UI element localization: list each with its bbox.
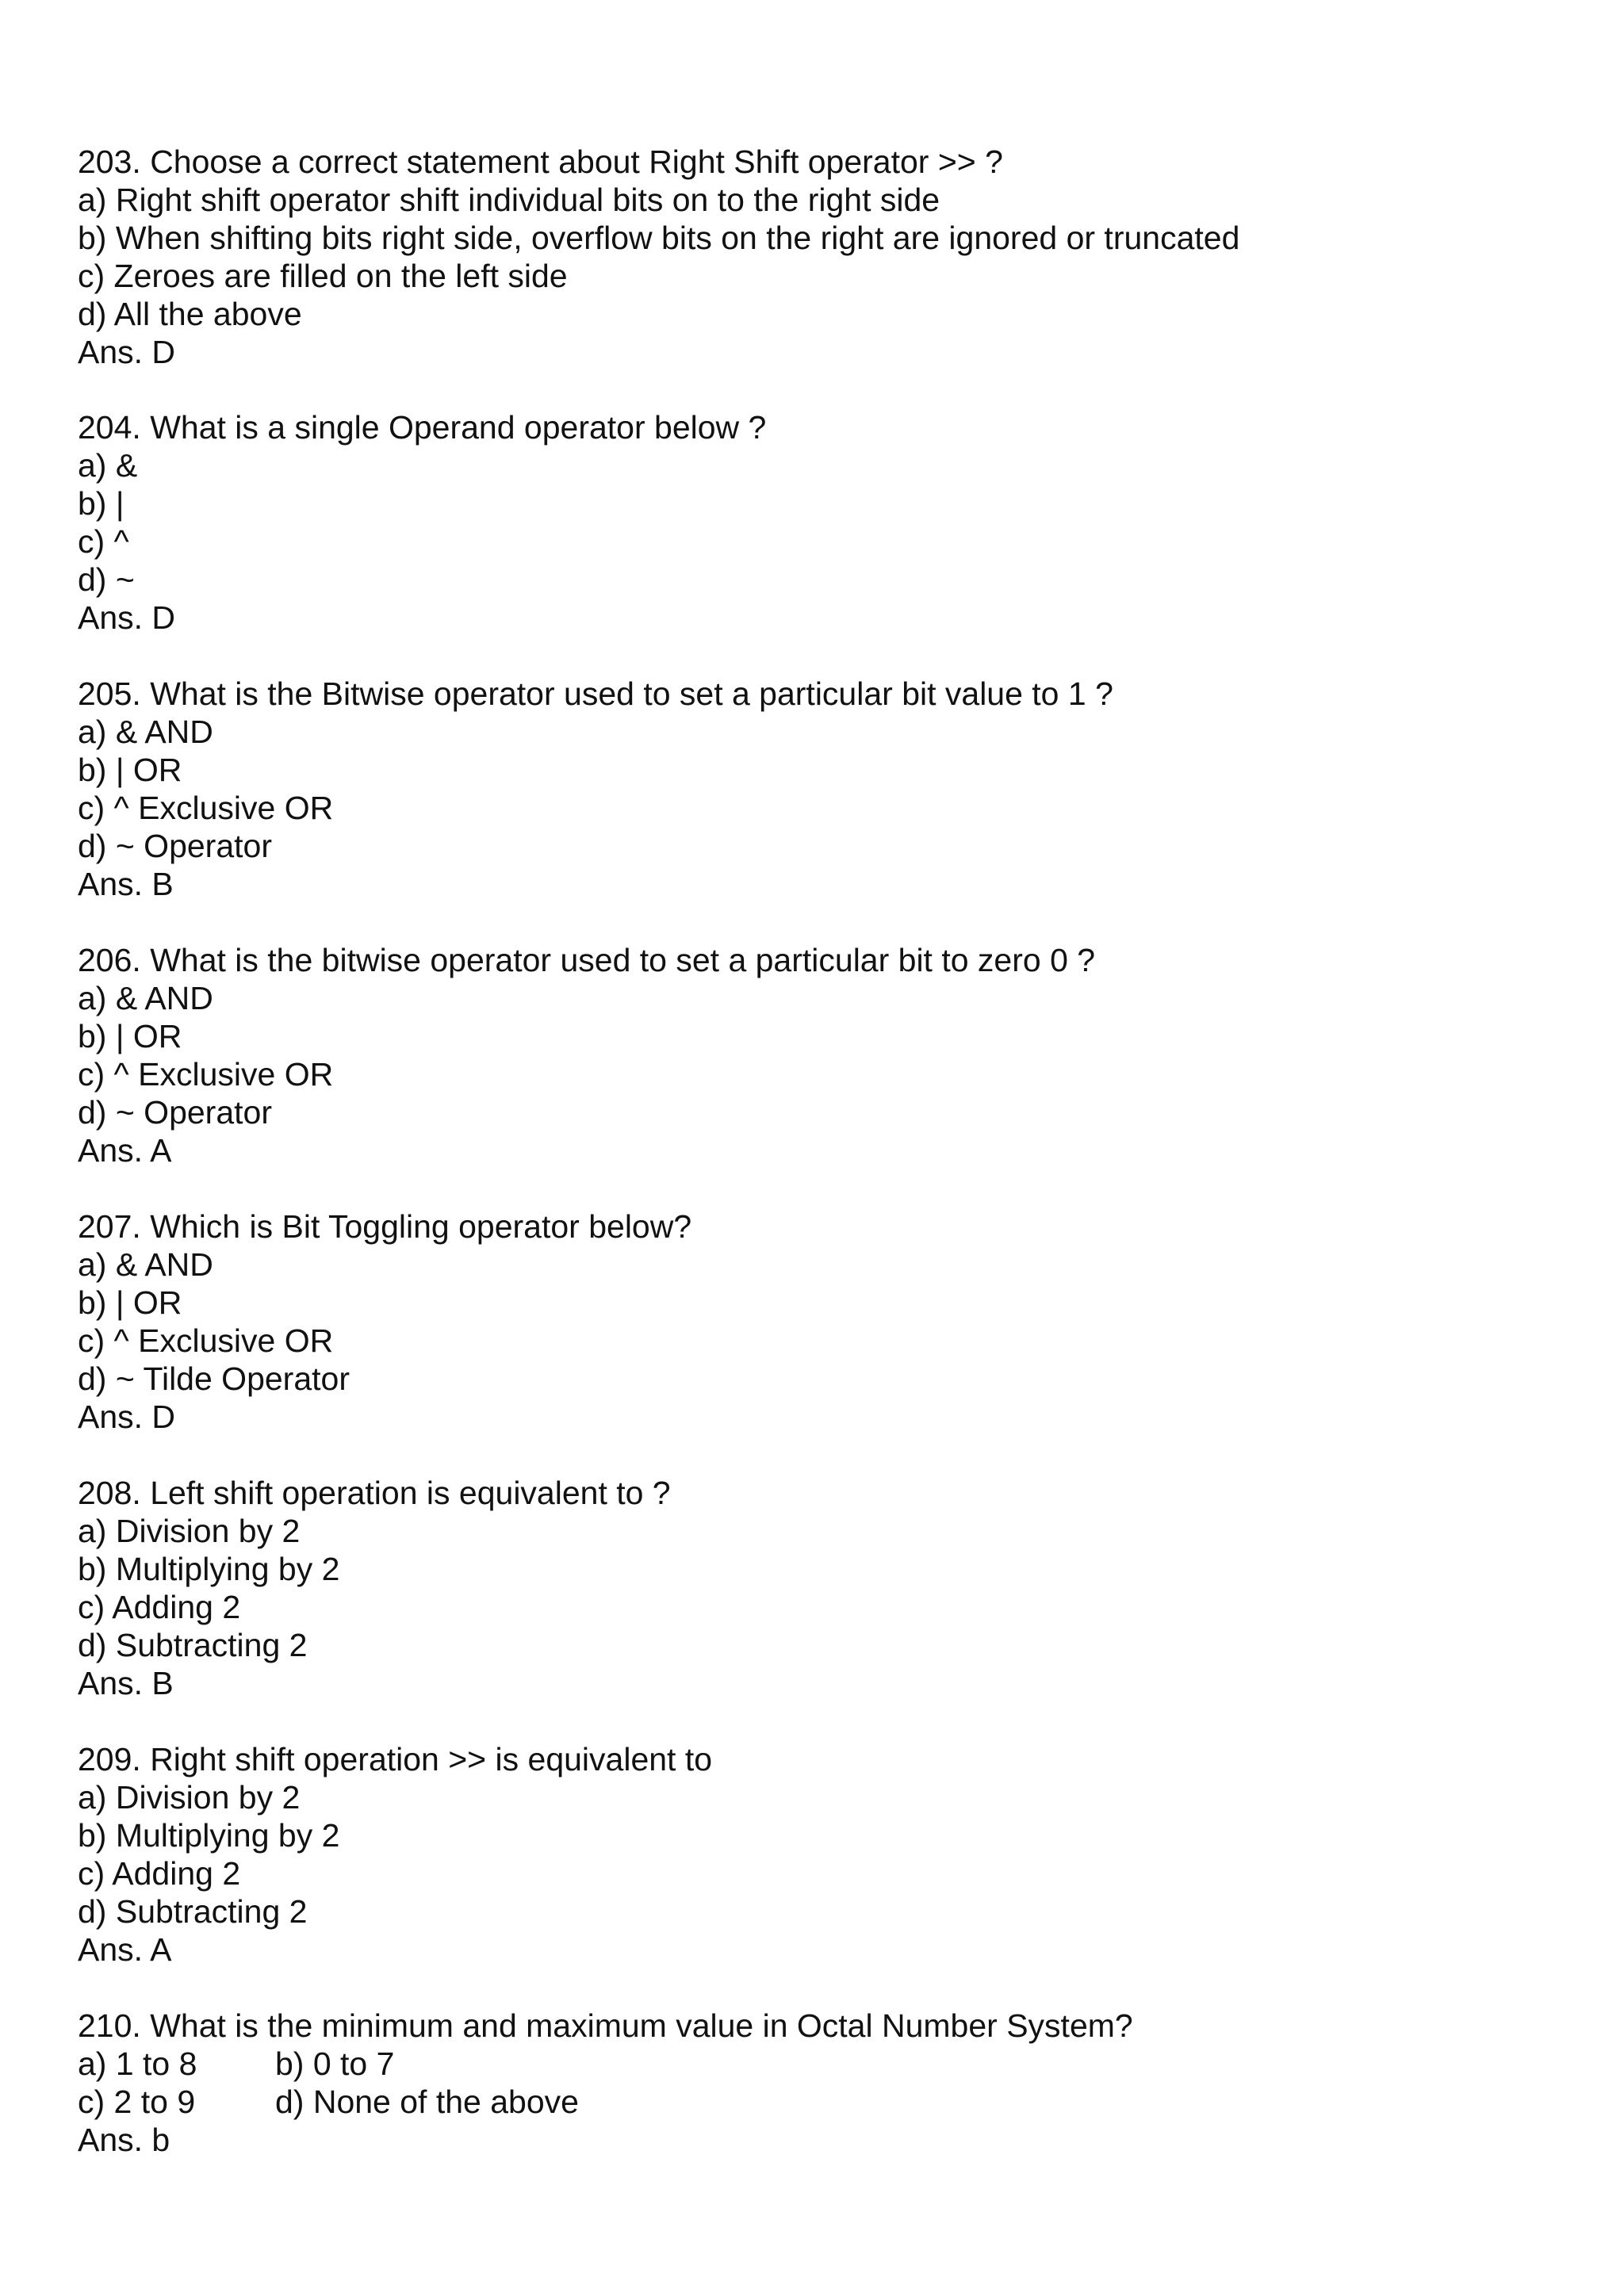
option-b: b) | OR [78,1284,182,1321]
question-text: 208. Left shift operation is equivalent to ? [78,1475,671,1511]
option-a: a) & AND [78,980,213,1016]
question-text: 209. Right shift operation >> is equivalent to [78,1741,713,1777]
option-b: b) 0 to 7 [275,2045,395,2082]
option-a: a) & AND [78,1246,213,1283]
question-text: 206. What is the bitwise operator used to set a particular bit to zero 0 ? [78,942,1096,978]
option-row-2 [78,2083,1584,2121]
option-row-1 [78,2045,1584,2083]
option-b: b) | OR [78,752,182,788]
option-b: b) When shifting bits right side, overflow bits on the right are ignored or truncated [78,220,1240,256]
option-a: a) Division by 2 [78,1513,301,1549]
answer: Ans. b [78,2122,170,2158]
question-text: 207. Which is Bit Toggling operator below? [78,1208,692,1245]
answer: Ans. A [78,1132,172,1169]
answer: Ans. B [78,1665,174,1701]
option-a: a) 1 to 8 [78,2045,197,2082]
option-c: c) ^ Exclusive OR [78,790,334,826]
option-d: d) ~ Operator [78,1094,272,1131]
option-c: c) 2 to 9 [78,2084,196,2120]
option-b: b) Multiplying by 2 [78,1551,340,1587]
option-a: a) Right shift operator shift individual bits on to the right side [78,182,940,218]
question-text: 203. Choose a correct statement about Right Shift operator >> ? [78,144,1003,180]
option-d: d) ~ Operator [78,828,272,864]
question-block-204 [78,408,1584,637]
option-b: b) | [78,485,124,522]
answer: Ans. D [78,1399,176,1435]
option-c: c) Zeroes are filled on the left side [78,258,568,294]
question-block-210 [78,2007,1584,2159]
option-c: c) ^ Exclusive OR [78,1056,334,1093]
option-c: c) ^ Exclusive OR [78,1322,334,1359]
option-d: d) ~ Tilde Operator [78,1360,350,1397]
option-c: c) Adding 2 [78,1855,241,1892]
question-block-205 [78,675,1584,903]
option-d: d) Subtracting 2 [78,1893,308,1930]
question-text: 204. What is a single Operand operator below ? [78,409,767,446]
option-d: d) ~ [78,561,135,598]
answer: Ans. D [78,599,176,636]
option-d: d) All the above [78,296,302,332]
question-block-207 [78,1207,1584,1436]
answer: Ans. B [78,866,174,902]
question-text: 205. What is the Bitwise operator used to set a particular bit value to 1 ? [78,675,1113,712]
option-d: d) Subtracting 2 [78,1627,308,1663]
question-text: 210. What is the minimum and maximum value in Octal Number System? [78,2007,1133,2044]
question-block-206 [78,941,1584,1169]
answer: Ans. D [78,334,176,370]
option-b: b) Multiplying by 2 [78,1817,340,1854]
option-a: a) Division by 2 [78,1779,301,1816]
option-a: a) & [78,447,138,484]
answer: Ans. A [78,1931,172,1968]
option-d: d) None of the above [275,2084,579,2120]
question-block-209 [78,1740,1584,1969]
option-b: b) | OR [78,1018,182,1054]
question-block-208 [78,1474,1584,1702]
option-c: c) ^ [78,523,129,560]
question-block-203 [78,143,1584,371]
option-c: c) Adding 2 [78,1589,241,1625]
option-a: a) & AND [78,714,213,750]
